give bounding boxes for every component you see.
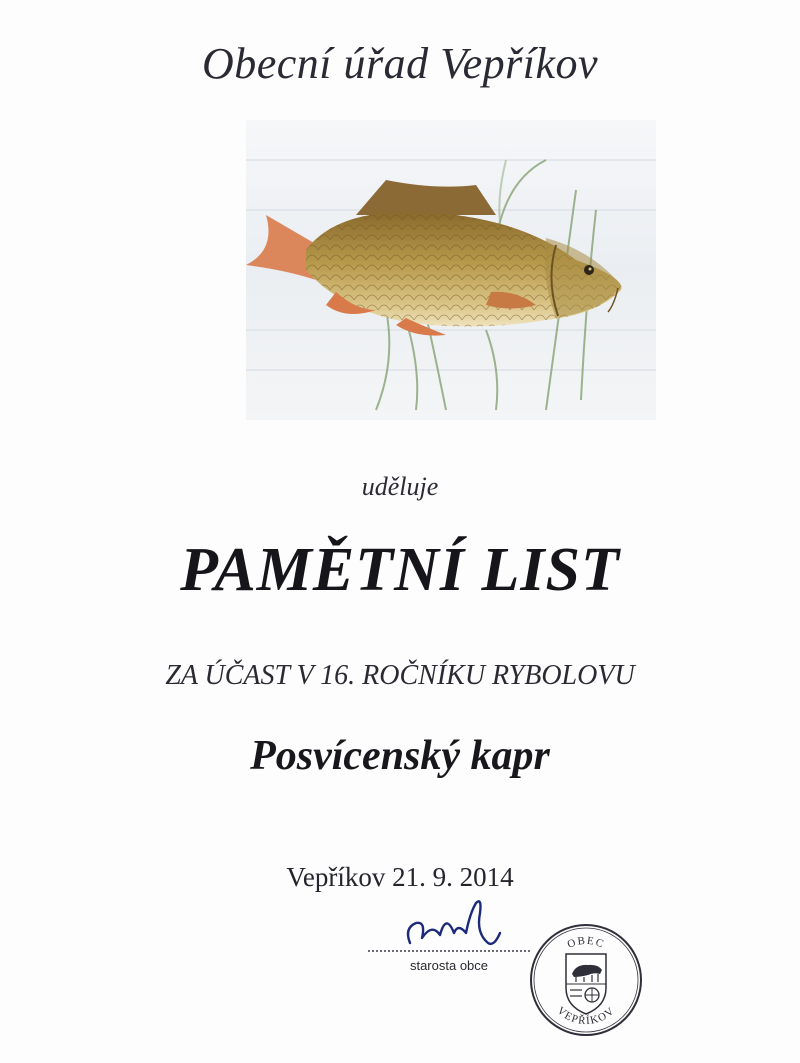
municipal-stamp <box>528 922 644 1038</box>
svg-text:OBEC <box>566 935 607 951</box>
issuer-heading: Obecní úřad Vepříkov <box>201 39 599 88</box>
event-name: Posvícenský kapr <box>250 733 550 779</box>
certificate-subtitle: ZA ÚČAST V 16. ROČNÍKU RYBOLOVU <box>165 660 635 691</box>
place-and-date: Vepříkov 21. 9. 2014 <box>286 862 514 892</box>
carp-illustration <box>246 120 656 420</box>
signature-line <box>368 950 530 952</box>
awards-text: uděluje <box>361 472 439 501</box>
stamp-top-text: OBEC <box>565 934 607 951</box>
signature-caption: starosta obce <box>409 958 489 973</box>
certificate-title: PAMĚTNÍ LIST <box>180 536 620 604</box>
stamp-bottom-text: VEPŘÍKOV <box>554 1004 618 1028</box>
signature-mark <box>396 893 506 955</box>
